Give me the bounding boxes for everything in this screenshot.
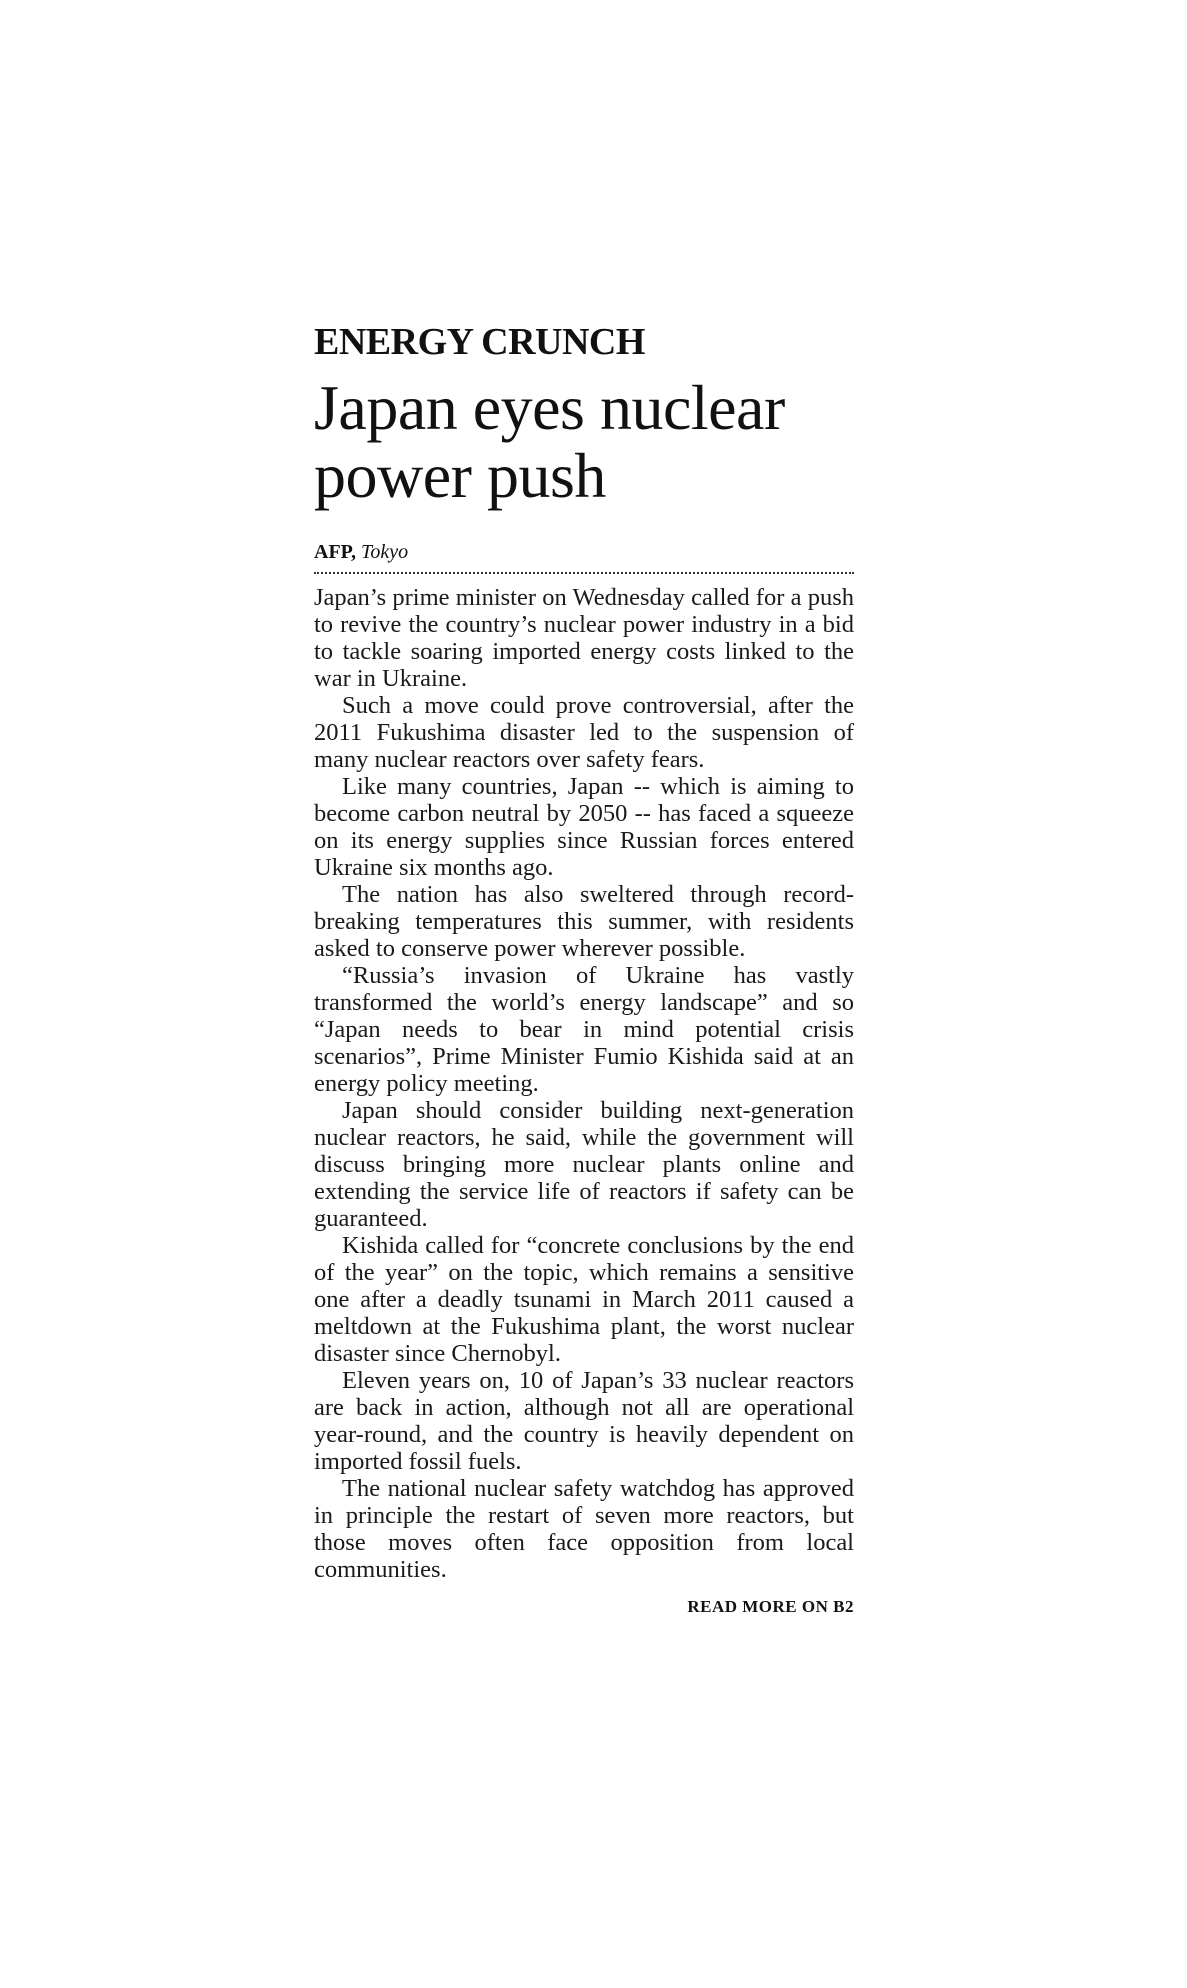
paragraph: Such a move could prove controversial, after the 2011 Fukushima disaster led to the suspension of many nuclear reactors over safety fears.	[314, 692, 854, 773]
byline-agency: AFP,	[314, 541, 357, 563]
article	[314, 320, 854, 1617]
read-more-jump: READ MORE ON B2	[687, 1597, 854, 1616]
article-body	[314, 584, 854, 1583]
headline: Japan eyes nuclear power push	[314, 372, 785, 511]
byline	[314, 540, 854, 564]
paragraph: “Russia’s invasion of Ukraine has vastly transformed the world’s energy landscape” and so “Japan needs to bear in mind potential crisis scenarios”, Prime Minister Fumio Kishida said at an energy policy meeting.	[314, 962, 854, 1097]
byline-dateline: Tokyo	[361, 541, 409, 563]
paragraph: Japan should consider building next-generation nuclear reactors, he said, while the government will discuss bringing more nuclear plants online and extending the service life of reactors if safety can be guaranteed.	[314, 1097, 854, 1232]
paragraph: Like many countries, Japan -- which is aiming to become carbon neutral by 2050 -- has faced a squeeze on its energy supplies since Russian forces entered Ukraine six months ago.	[314, 773, 854, 881]
paragraph: Eleven years on, 10 of Japan’s 33 nuclear reactors are back in action, although not all are operational year-round, and the country is heavily dependent on imported fossil fuels.	[314, 1367, 854, 1475]
paragraph: Kishida called for “concrete conclusions by the end of the year” on the topic, which remains a sensitive one after a deadly tsunami in March 2011 caused a meltdown at the Fukushima plant, the worst nuclear disaster since Chernobyl.	[314, 1232, 854, 1367]
section-kicker: ENERGY CRUNCH	[314, 321, 645, 363]
paragraph: The nation has also sweltered through record-breaking temperatures this summer, with residents asked to conserve power wherever possible.	[314, 881, 854, 962]
dotted-divider	[314, 572, 854, 574]
paragraph: Japan’s prime minister on Wednesday called for a push to revive the country’s nuclear power industry in a bid to tackle soaring imported energy costs linked to the war in Ukraine.	[314, 584, 854, 692]
paragraph: The national nuclear safety watchdog has approved in principle the restart of seven more reactors, but those moves often face opposition from local communities.	[314, 1475, 854, 1583]
